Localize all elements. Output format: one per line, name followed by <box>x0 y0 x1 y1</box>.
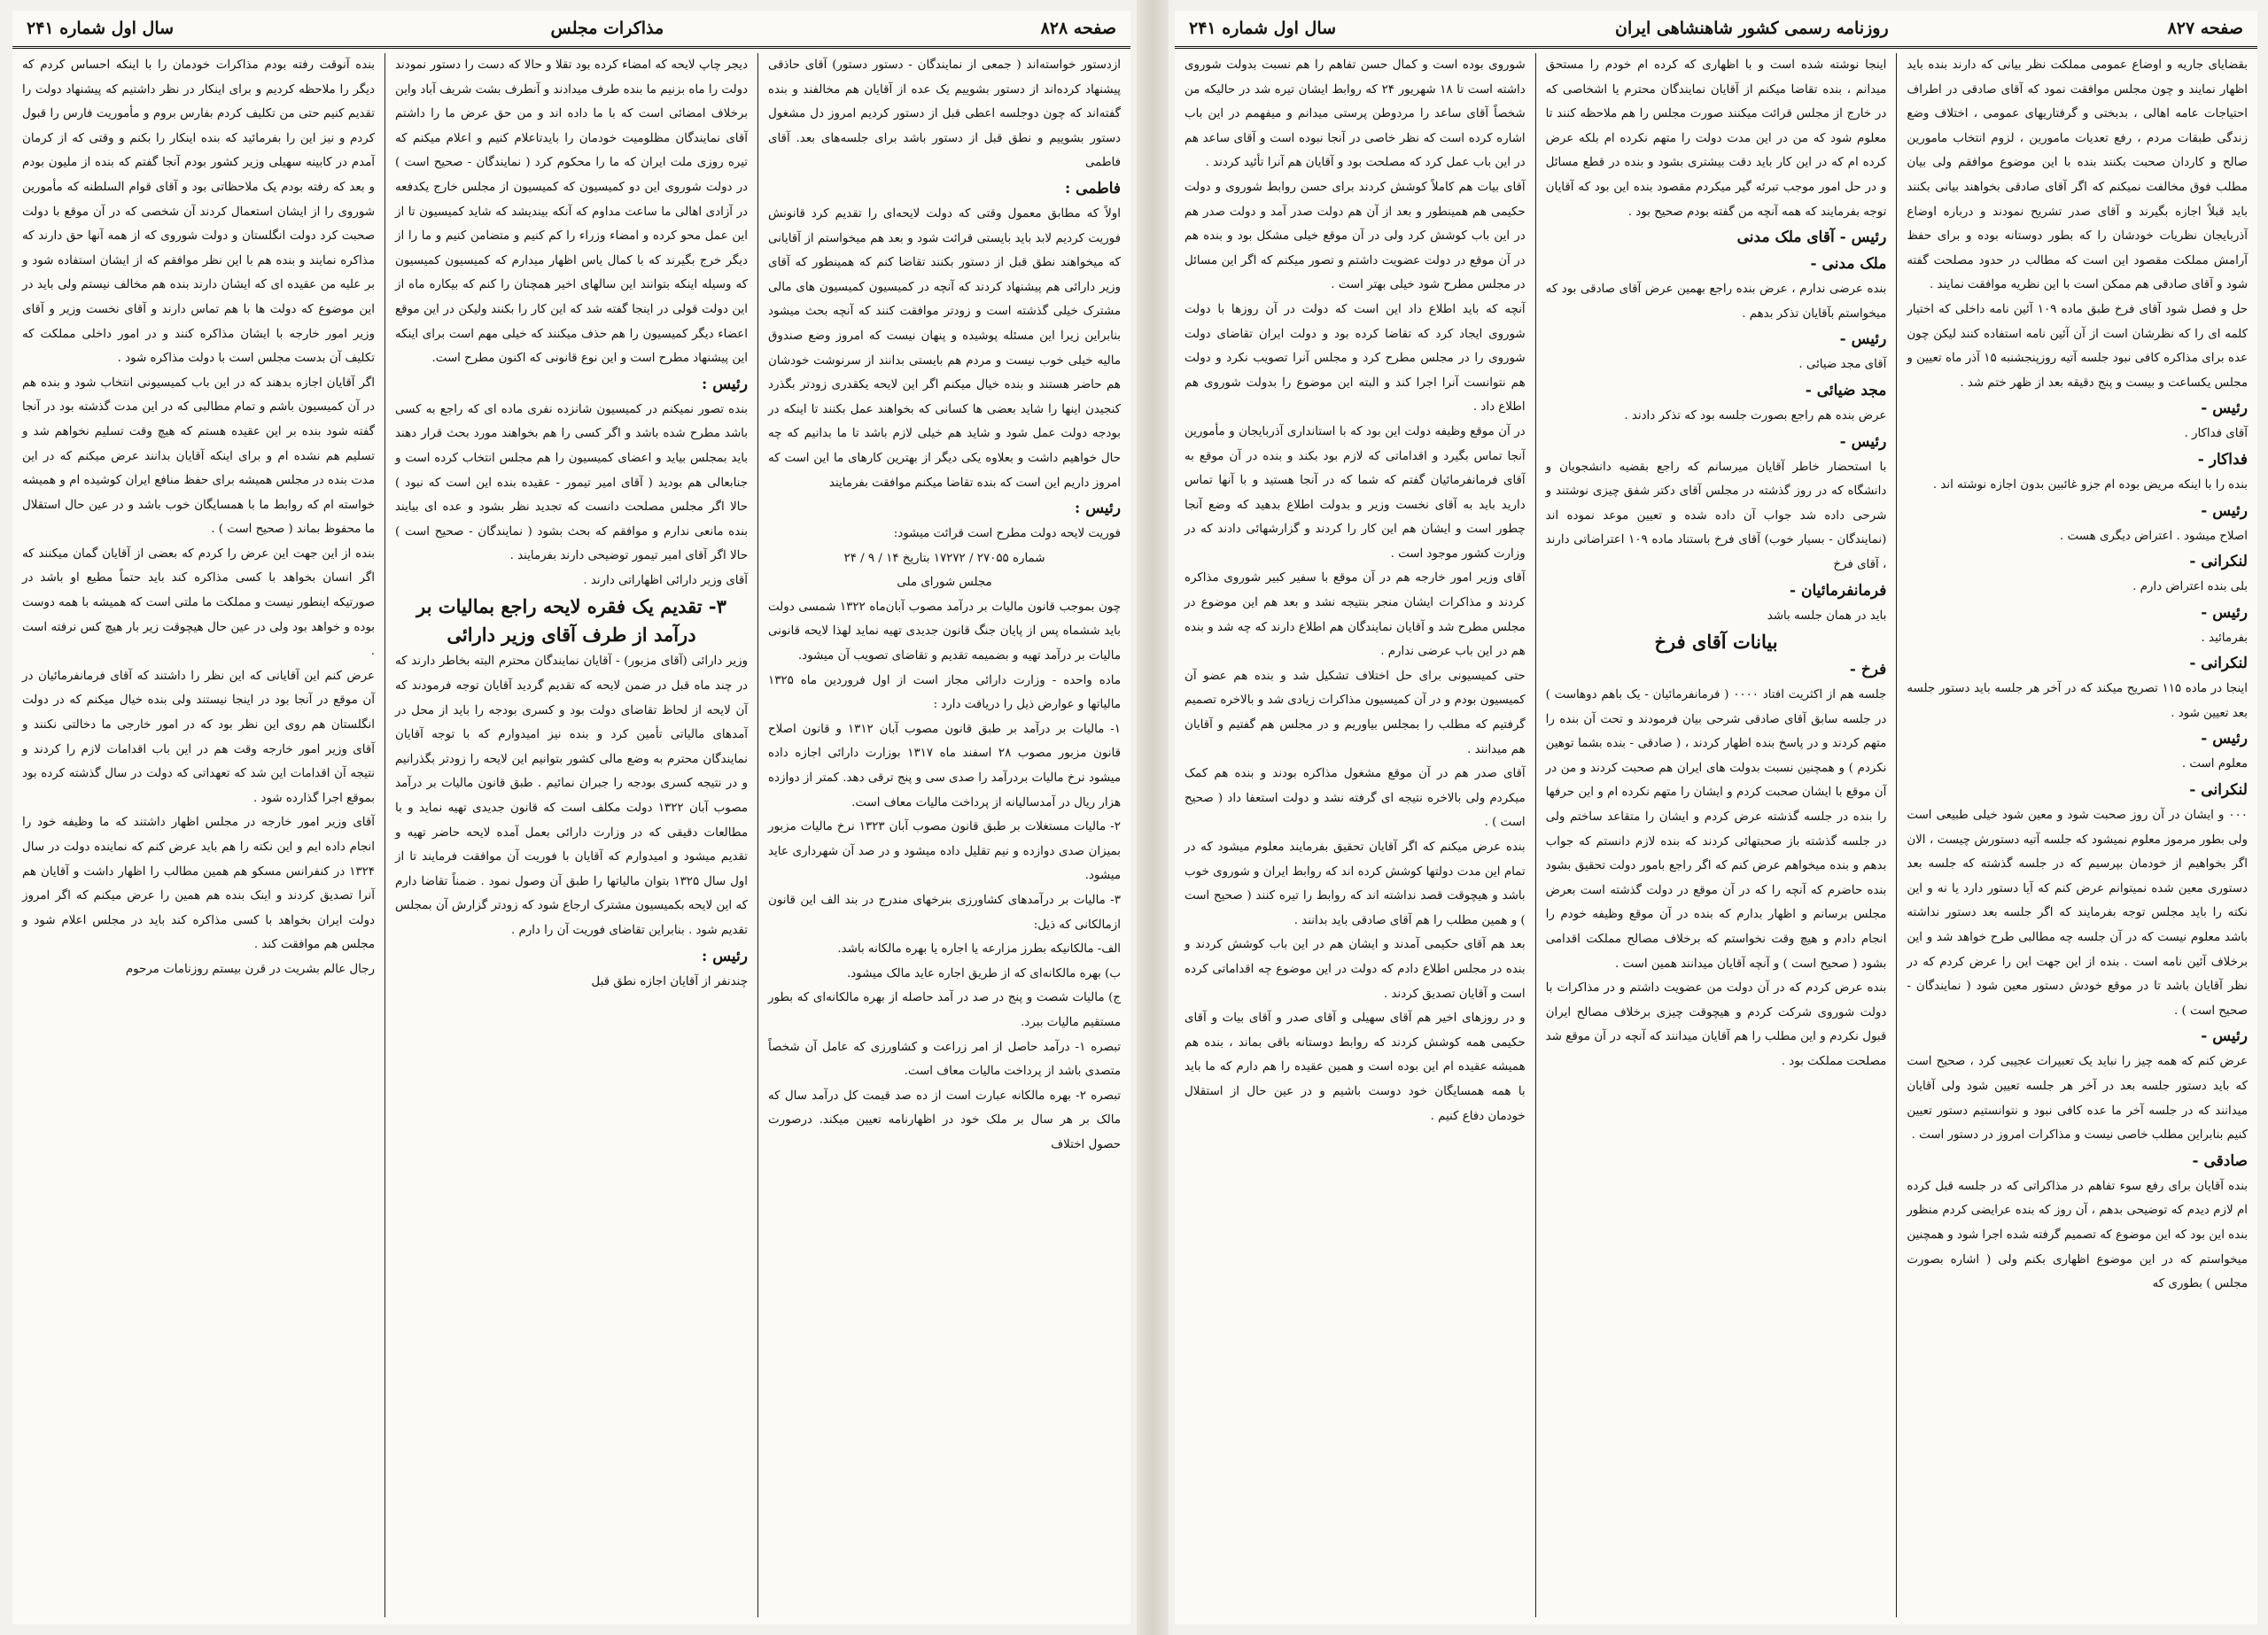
speaker-name: رئیس - <box>2201 603 2248 622</box>
speaker-name: رئیس - <box>2201 730 2248 748</box>
paragraph: بنده از این جهت این عرض را کردم که بعضی از آقایان گمان میکنند که اگر انسان بخواهد با کسی مذاکره کند باید حتماً مطیع او باشد در صورتیکه اینطور نیست و مملکت ما ملتی است که همیشه با همه دوست بوده و خواهد بود ولی در عین حال هیچوقت زیر بار هیچ کس نرفته است . <box>22 546 375 659</box>
paragraph: آقای مجد ضیائی . <box>1798 358 1887 372</box>
header-page-number: صفحه ۸۲۸ <box>1040 19 1116 38</box>
paragraph: اولاً که مطابق معمول وقتی که دولت لایحه‌ای را تقدیم کرد قانونش فوریت کردیم لابد باید بایستی قرائت شود و بعد هم میخواستم از آقایانی که میخواهند نطق قبل از دستور بکنند تقاضا کنم که همینطور که آقای وزیر دارائی هم پیشنهاد کردند که آنچه در کمیسیون کمیسیون های مالی مشترک خیلی گذشته است و زودتر موافقت کنند که آنچه بحث میشود بنابراین زیرا این مسئله پوشیده و پنهان نیست که امروز وضع صندوق مالیه خیلی خوب نیست و مردم هم بایستی بدانند از سرنوشت خودشان هم حاضر هستند و بنده خیال میکنم اگر این لایحه یکقدری زودتر بگذرد کنجیدن اینها را شاید بعضی ها کسانی که بخواهند عمل بکنند تا اینکه در بودجه دولت عمل شود و شاید هم خیلی لازم باشد تا ما بدانیم که چه حال خواهیم داشت و بعلاوه یکی دیگر از بهترین کارهای ما این است که امروز داریم این است که بنده تقاضا میکنم موافقت بفرمایند <box>768 206 1121 490</box>
paragraph: ازدستور خواسته‌اند ( جمعی از نمایندگان - دستور دستور) آقای حاذقی پیشنهاد کرده‌اند از دستور بشوییم یک عده از آقایان هم مخالفند و بنده گفته‌اند که چون دوجلسه اعطی قبل از دستور کردیم امروز دل مشغول دستور بشوییم و نطق قبل از دستور باشد برای جلسه‌های بعد. آقای فاطمی <box>768 58 1121 170</box>
paragraph: آقای وزیر امور خارجه هم در آن موقع با سفیر کبیر شوروی مذاکره کردند و مذاکرات ایشان منجر بنتیجه نشد و بعد هم این موضوع در مجلس مطرح شد و آقایان نمایندگان هم اطلاع دارند که چه شد و بنده هم در این باب عرضی ندارم . <box>1184 571 1526 659</box>
header-title: مذاکرات مجلس <box>550 19 664 38</box>
paragraph: رجال عالم بشریت در قرن بیستم روزنامات مرحوم <box>125 962 375 976</box>
speaker-name: فرخ - <box>1849 661 1887 679</box>
paragraph: اینجا نوشته شده است و با اظهاری که کرده ام خودم را مستحق میدانم ، بنده تقاضا میکنم از آقایان نمایندگان محترم یا اشخاصی که در خارج از مجلس قرائت میکنند صورت مجلس را هم ملاحظه کنند تا معلوم شود که من در این مدت دولت را متهم نکرده ام بلکه عرض کرده ام که در این کار باید دقت بیشتری بشود و بنده در قطع مسائل و در حل امور موجب تبرئه گیر میکردم مقصود بنده این بود که آقایان توجه بفرمایند که همه آنچه من گفته بودم صحیح بود . <box>1545 58 1887 219</box>
speaker-name: فرمانفرمائیان - <box>1790 581 1887 600</box>
speaker-name: لنکرانی - <box>2189 553 2248 571</box>
column <box>1896 53 2257 1617</box>
paragraph: بنده عرضی ندارم ، عرض بنده راجع بهمین عرض آقای صادقی بود که میخواستم بآقایان تذکر بدهم . <box>1545 283 1887 321</box>
section-heading: ۳- تقدیم یک فقره لایحه راجع بمالیات بر درآمد از طرف آقای وزیر دارائی <box>416 595 726 647</box>
paragraph: بنده آنوقت رفته بودم مذاکرات خودمان را با اینکه احساس کردم که دیگر را ملاحظه کردیم و برای اینکار در نظر داشتیم که پیشنهاد دولت را تقدیم کنیم حتی من تکلیف کردم بفارس بروم و مأموریت فارس را قبول کردم و نیز این را بفرمائید که بنده اینکار را بکنم و وقتی که از کرمان آمدم در کابینه سهیلی وزیر کشور بودم آنجا گفتم که بنده از ملیون بودم و بعد که رفته بودم یک ملاحظاتی بود و آقای قوام السلطنه که مأمورین شوروی را از ایشان استعمال کردند آن شخصی که در آن موقع با دولت صحبت کرد دولت انگلستان و دولت شوروی که از همه آنها حق دارند که مذاکره نمایند و بنده هم با این نظر موافقم که از ایشان استفاده شود و بر علیه من عقیده ای که ایشان دارند بنده هم مخالف نیستم ولی باید در این موضوع که دولت ها با هم تماس دارند و آقای نخست وزیر و آقای وزیر امور خارجه با ایشان مذاکره کنند و در امور داخلی مملکت که تکلیف آن بدست مجلس است با دولت مذاکره شود . <box>22 58 375 366</box>
column <box>757 53 1130 1617</box>
paragraph: و در روزهای اخیر هم آقای سهیلی و آقای صدر و آقای بیات و آقای حکیمی همه کوشش کردند که روابط دوستانه باقی بماند ، بنده هم همیشه عقیده ام این بوده است و همین عقیده را هم دارم که ما باید با همه همسایگان خود دوست باشیم و در عین حال از استقلال خودمان دفاع کنیم . <box>1184 1011 1526 1123</box>
paragraph: اگر آقایان اجازه بدهند که در این باب کمیسیونی انتخاب شود و بنده هم در آن کمیسیون باشم و تمام مطالبی که در این مدت گذشته بود در آنجا گفته شود بنده بر این عقیده هستم که هیچ وقت تسلیم نخواهم شد و تسلیم هم نشده ام و برای اینکه آقایان بدانند عرض میکنم که در این مدت بنده در مجلس همیشه برای حفظ منافع ایران کوشیده ام و همیشه خواسته ام که روابط ما با همسایگان خوب باشد و در عین حال استقلال ما محفوظ بماند ( صحیح است ) . <box>22 376 375 537</box>
speaker-name: رئیس - <box>2201 1027 2248 1046</box>
speaker-name: لنکرانی - <box>2189 655 2248 673</box>
speaker-name: صادقی - <box>2192 1151 2248 1170</box>
paragraph: حتی کمیسیونی برای حل اختلاف تشکیل شد و بنده هم عضو آن کمیسیون بودم و در آن کمیسیون مذاکرات زیادی شد و بالاخره تصمیم گرفتیم که مطلب را بمجلس بیاوریم و در مجلس هم گفتیم و آقایان هم میدانند . <box>1184 669 1526 756</box>
paragraph: اصلاح میشود . اعتراض دیگری هست . <box>2060 529 2248 543</box>
paragraph: بفرمائید . <box>2201 631 2248 645</box>
page-gutter <box>1137 0 1169 1635</box>
paragraph: ماده واحده - وزارت دارائی مجاز است از اول فروردین ماه ۱۳۲۵ مالیاتها و عوارض ذیل را دریافت دارد : <box>768 673 1121 712</box>
speaker-name: رئیس - <box>2201 501 2248 520</box>
paragraph: ۲- مالیات مستغلات بر طبق قانون مصوب آبان ۱۳۲۳ نرخ مالیات مزبور بمیزان صدی دوازده و نیم تقلیل داده میشود و در صد آن شهرداری عاید میشود. <box>768 820 1121 883</box>
paragraph: آقای وزیر دارائی اظهاراتی دارند . <box>583 573 748 587</box>
speaker-name: رئیس - آقای ملک مدنی <box>1736 229 1887 247</box>
column <box>1535 53 1897 1617</box>
paragraph: عرض کنم این آقایانی که این نظر را داشتند که آقای فرمانفرمائیان در آن موقع در آنجا بود در اینجا نیستند ولی بنده خیال میکنم که در دولت انگلستان هم روی این نظر بود که در امور خارجی ما دخالتی نکنند و آقای وزیر امور خارجه وقت هم در این باب اقدامات لازم را کردند و نتیجه آن اقدامات این شد که تعهداتی که دولت در سال گذشته کرده بود بموقع اجرا گذارده شود . <box>22 669 375 805</box>
paragraph: حل و فصل شود آقای فرخ طبق ماده ۱۰۹ آئین نامه داخلی که اختیار کلمه ای را که نظرشان است از آن آئین نامه استفاده کنند لیکن چون عده برای مذاکره کافی نبود جلسه آتیه روزپنجشنبه ۱۵ آذر ماه تعیین و مجلس یکساعت و بیست و پنج دقیقه بعد از ظهر ختم شد . <box>1907 302 2249 390</box>
paragraph: آقای بیات هم کاملاً کوشش کردند برای حسن روابط شوروی و دولت حکیمی هم همینطور و بعد از آن هم دولت صدر آمد و دولت صدر هم در این باب کوشش کرد ولی در آن موقع خیلی مشکل بود و بنده هم در آن موقع در دولت عضویت داشتم و تصور میکنم که اگر این مسائل در مجلس مطرح شود خیلی بهتر است . <box>1184 180 1526 292</box>
speaker-name: فاطمی : <box>1064 179 1121 198</box>
paragraph: عرض کنم که همه چیز را نباید یک تعبیرات عجیبی کرد ، صحیح است که باید دستور جلسه بعد در آخر هر جلسه تعیین شود ولی آقایان میدانند که در جلسه آخر ما عده کافی نبود و نتوانستیم دستور تعیین کنیم بنابراین مطلب خاصی نیست و مذاکرات امروز در دستور است . <box>1907 1055 2248 1143</box>
paragraph: بنده را با اینکه مریض بوده ام جزو غائبین بدون اجازه نوشته اند . <box>1932 477 2248 492</box>
paragraph: چندنفر از آقایان اجازه نطق قبل <box>591 974 748 988</box>
paragraph: عرض بنده هم راجع بصورت جلسه بود که تذکر دادند . <box>1624 408 1887 422</box>
header-issue: سال اول شماره ۲۴۱ <box>27 19 175 38</box>
paragraph: وزیر دارائی (آقای مزبور) - آقایان نمایندگان محترم البته بخاطر دارند که در چند ماه قبل در ضمن لایحه که تقدیم گردید آقایان توجه فرمودند که آن لایحه از لحاظ تقاضای دولت بود و کسری بودجه را باید از محل در آمدهای مالیاتی تأمین کرد و بنده نیز امیدوارم که با توجه آقایان نمایندگان محترم به وضع مالی کشور بتوانیم این لایحه را زودتر بگذرانیم و در نتیجه کسری بودجه را جبران نمائیم . طبق قانون مالیات بر درآمد مصوب آبان ۱۳۲۲ دولت مکلف است که قانون جدیدی تهیه نماید و با مطالعات دقیقی که در وزارت دارائی بعمل آمده لایحه حاضر تهیه و تقدیم میشود و امیدوارم که آقایان با فوریت آن موافقت فرمایند تا از اول سال ۱۳۲۵ بتوان مالیاتها را طبق آن وصول نمود . ضمناً تقاضا دارم که این لایحه بکمیسیون مشترک ارجاع شود که زودتر گزارش آن بمجلس تقدیم شود . بنابراین تقاضای فوریت آن را دارم . <box>395 655 748 937</box>
header-page-number: صفحه ۸۲۷ <box>2167 19 2243 38</box>
speaker-name: رئیس - <box>2201 399 2248 418</box>
left-page <box>12 11 1130 1624</box>
paragraph: ۱- مالیات بر درآمد بر طبق قانون مصوب آبان ۱۳۱۲ و قانون اصلاح قانون مزبور مصوب ۲۸ اسفند ماه ۱۳۱۷ بوزارت دارائی اجازه داده میشود نرخ مالیات بردرآمد را صدی سی و پنج ترقی دهد. کمتر از دوازده هزار ریال در آمدسالیانه از پرداخت مالیات معاف است. <box>768 722 1121 810</box>
paragraph: باید در همان جلسه باشد <box>1767 608 1887 623</box>
paragraph: با استحضار خاطر آقایان میرسانم که راجع بقضیه دانشجویان و دانشگاه که در روز گذشته در مجلس آقای دکتر شفق چیزی نوشتند و شرحی داده شد جواب آن داده شده و تعیین موعد نموده اند (نمایندگان - بسیار خوب) آقای فرخ باستناد ماده ۱۰۹ اعتراضاتی دارند ، آقای فرخ <box>1545 460 1887 571</box>
paragraph: ج) مالیات شصت و پنج در صد در آمد حاصله از بهره مالکانه‌ای که بطور مستقیم مالیات ببرد. <box>768 991 1121 1029</box>
speaker-name: رئیس : <box>702 375 748 393</box>
paragraph: بقضایای جاریه و اوضاع عمومی مملکت نظر بیانی که دارند بنده باید اظهار نمایند و چون مجلس موافقت نمود که آقای صادقی در اطراف احتیاجات عامه اهالی ، بدبختی و گرفتاریهای عمومی ، اختلاف وضع زندگی طبقات مردم ، رفع تعدیات مامورین ، لزوم انتخاب مامورین صالح و کاردان صحبت بکنند بنده با این موضوع موافقم ولی بیان مطلب فوق مخالفت نمیکنم که اگر آقای صادقی بخواهند بیانی بکنند باید قبلاً اجازه بگیرند و آقای صدر تشریح نمودند و درباره اوضاع آذربایجان نظریات خودشان را که بطور دوستانه بوده و برای حفظ آرامش مملکت مقصود این است که مطالب در حدود مصلحت گفته شود و آقای صادقی هم ممکن است با این نظریه موافقت نمایند . <box>1907 58 2248 292</box>
speaker-name: ملک مدنی - <box>1810 255 1887 274</box>
running-header <box>12 11 1130 46</box>
paragraph: بنده عرض میکنم که اگر آقایان تحقیق بفرمایند معلوم میشود که در تمام این مدت دولتها کوشش کرده اند که روابط ایران و شوروی خوب باشد و هیچوقت قصد نداشته اند که روابط را تیره کنند ( صحیح است ) و همین مطلب را هم آقای صادقی باید بدانند . <box>1184 841 1526 927</box>
speaker-name: رئیس : <box>1075 500 1121 518</box>
header-title: روزنامه رسمی کشور شاهنشاهی ایران <box>1614 19 1889 38</box>
paragraph: آقای فداکار . <box>2184 427 2248 441</box>
paragraph: ۳- مالیات بر درآمدهای کشاورزی بنرخهای مندرج در بند الف این قانون ازمالکانی که ذیل: <box>768 894 1121 932</box>
paragraph: چون بموجب قانون مالیات بر درآمد مصوب آبان‌ماه ۱۳۲۲ شمسی دولت باید ششماه پس از پایان جنگ قانون جدیدی تهیه نماید لهذا لایحه قانونی مالیات بر درآمد تهیه و بضمیمه تقدیم و تقاضای تصویب آن میشود. <box>768 600 1121 663</box>
speaker-name: رئیس : <box>702 947 748 965</box>
paragraph: در آن موقع وظیفه دولت این بود که با استانداری آذربایجان و مأمورین آنجا تماس بگیرد و اقداماتی که لازم بود بکند و بنده در آن موقع به آقای فرمانفرمائیان گفتم که شما که در آنجا هستید و با آنها تماس دارید باید به آقای نخست وزیر و بدولت اطلاع بدهید که وضع آنجا چطور است و ایشان هم این کار را کردند و گزارشهائی دادند که در وزارت کشور موجود است . <box>1184 424 1526 561</box>
paragraph: بلی بنده اعتراض دارم . <box>2132 580 2248 594</box>
paragraph: آقای وزیر امور خارجه در مجلس اظهار داشتند که ما وظیفه خود را انجام داده ایم و این نکته را هم باید عرض کنم که نماینده دولت در سال ۱۳۲۴ در کنفرانس مسکو هم همین مطالب را اظهار داشت و آقایان هم آنرا تصدیق کردند و اینک بنده هم همین را عرض میکنم که اگر امروز دولت ایران بخواهد با کسی مذاکره کند باید در مجلس اعلام شود و مجلس هم موافقت کند . <box>22 816 375 952</box>
paragraph: ۰۰۰ و ایشان در آن روز صحبت شود و معین شود خیلی طبیعی است ولی بطور مرموز معلوم نمیشود که جلسه آتیه دستورش چیست ، الان اگر بخواهیم از خودمان بپرسیم که در جلسه گذشته که جلسه بعد دستوری معین شده نمیتوانم عرض کنم که آیا دستور دارد یا نه و این نکته را باید مجلس توجه بفرمایند که اگر جلسه بعد دستور نداشته باشد معلوم نیست که در آن جلسه چه مطالبی طرح خواهد شد و این برخلاف آئین نامه است . بنده از این جهت این را عرض کردم که در نظر آقایان باشد تا در موقع خودش دستور معین شود ( نمایندگان - صحیح است ) . <box>1907 809 2248 1018</box>
paragraph: تبصره ۲- بهره مالکانه عبارت است از ده صد قیمت کل درآمد سال که مالک بر هر سال بر ملک خود در اظهارنامه تعیین میکند. درصورت حصول اختلاف <box>768 1089 1121 1151</box>
paragraph: جلسه هم از اکثریت افتاد ۰۰۰۰ ( فرمانفرمائیان - یک باهم دوهاست ) در جلسه سابق آقای صادقی شرحی بیان فرمودند و تحت آن بنده را متهم کردند و در پاسخ بنده اظهار کردند ، ( صادقی - بنده بشما توهین نکردم ) و همچنین نسبت بدولت های ایران هم صحبت کردند و من در آن موقع با ایشان صحبت کردم و ایشان را متهم نکرده ام و این حرفها را بنده در جلسه گذشته عرض کردم و ایشان را متقاعد ساختم ولی در جلسه گذشته باز صحبتهائی کردند که بنده لازم دانستم که جواب بدهم و بنده میخواهم عرض کنم که اگر راجع بامور دولت تحقیق بشود بنده حاضرم که آنچه را که در آن موقع در دولت گذشته است بعرض مجلس برسانم و اظهار بدارم که بنده در آن موقع وظیفه خودم را انجام دادم و هیچ وقت نخواستم که برخلاف مصالح مملکت اقدامی بشود ( صحیح است ) و آنچه آقایان میدانند همین است . <box>1545 688 1887 971</box>
header-rule <box>1175 46 2257 49</box>
header-rule <box>12 46 1130 49</box>
paragraph: ب) بهره مالکانه‌ای که از طریق اجاره عاید مالک میشود. <box>846 966 1121 980</box>
running-header <box>1175 11 2257 46</box>
speaker-name: فداکار - <box>2197 450 2248 469</box>
speaker-name: مجد ضیائی - <box>1805 381 1887 399</box>
speaker-name: رئیس - <box>1839 330 1887 349</box>
paragraph: مجلس شورای ملی <box>897 576 992 590</box>
speaker-name: رئیس - <box>1839 432 1887 451</box>
section-heading: بیانات آقای فرخ <box>1654 631 1778 654</box>
paragraph: الف- مالکانیکه بطرز مزارعه یا اجاره یا بهره مالکانه باشد. <box>837 942 1121 957</box>
speaker-name: لنکرانی - <box>2189 781 2248 800</box>
column <box>1175 53 1535 1617</box>
paragraph: آقای صدر هم در آن موقع مشغول مذاکره بودند و بنده هم کمک میکردم ولی بالاخره نتیجه ای گرفته نشد و دولت استعفا داد ( صحیح است ) . <box>1184 767 1526 830</box>
header-issue: سال اول شماره ۲۴۱ <box>1189 19 1337 38</box>
paragraph: آنچه که باید اطلاع داد این است که دولت در آن روزها با دولت شوروی ایجاد کرد که تقاضا کرده بود و دولت ایران تقاضای دولت شوروی را در مجلس مطرح کرد و مجلس آنرا تصویب نکرد و دولت هم نتوانست آنرا اجرا کند و البته این موضوع را بدولت شوروی هم اطلاع داد . <box>1184 302 1526 415</box>
paragraph: اینجا در ماده ۱۱۵ تصریح میکند که در آخر هر جلسه باید دستور جلسه بعد تعیین شود . <box>1907 682 2248 720</box>
paragraph: شماره ۲۷۰۵۵ / ۱۷۲۷۲ بتاریخ ۱۴ / ۹ / ۲۴ <box>843 551 1045 565</box>
paragraph: بنده آقایان برای رفع سوء تفاهم در مذاکراتی که در جلسه قبل کرده ام لازم دیدم که توضیحی بدهم ، آن روز که بنده عرایضی کردم منظور بنده این بود که این موضوع که تصمیم گرفته شده اجرا شود و همچنین میخواستم که در این موضوع اظهاری بکنم ولی ( اشاره بصورت مجلس ) بطوری که <box>1907 1179 2248 1291</box>
paragraph: بعد هم آقای حکیمی آمدند و ایشان هم در این باب کوشش کردند و بنده در مجلس اطلاع دادم که دولت در این موضوع چه اقداماتی کرده است و آقایان تصدیق کردند . <box>1184 938 1526 1001</box>
paragraph: دیجر چاپ لایحه که امضاء کرده بود تقلا و حالا که دست را دستور نمودند دولت را ماه بزنیم ما بنده طرف میدادند و آنطرف بشت شریف آباد واین برخلاف امضائی است که با ما داده اند و من حق عرض ما را داشتم آقای نمایندگان مظلومیت خودمان را بایدتاعلام کنیم و اعلام میکنم که تیره روزی ملت ایران که ما را محکوم کرد ( نمایندگان - صحیح است ) در دولت شوروی این دو کمیسیون که کمیسیون از مجلس خارج یکدفعه در آزادی اهالی ما ساعت مداوم که آنکه بیندیشد که شاید کمیسیون تا از این عمل محو کرده و امضاء وزراء را کم کنیم و متضامن کنیم و ما را از دیگر خرج بگیرند که با کمال یاس اظهار میدارم که کمیسیون کمیسیون که وسیله اینکه بتوانند این سالهای اخیر همچنان را کنم که بیکاره ماه از این دولت قولی در اینجا گفته شد که این کار را بکنند ولیکن در این موقع اعضاء دیگر کمیسیون را هم حذف میکنند که خیلی مهم است برای اینکه این پیشنهاد مطرح است و این نوع قانونی که اکنون مطرح است. <box>395 58 748 366</box>
paragraph: تبصره ۱- درآمد حاصل از امر زراعت و کشاورزی که عامل آن شخصاً متصدی باشد از پرداخت مالیات معاف است. <box>768 1040 1121 1079</box>
paragraph: بنده تصور نمیکنم در کمیسیون شانزده نفری ماده ای که راجع به کسی باشد مطرح شده باشد و اگر کسی را هم بخواهند مورد بحث قرار دهند باید بمجلس بیاید و اعضای کمیسیون را هم مجلس انتخاب کرده است و جنابعالی هم بودید ( آقای امیر تیمور - عقیده بنده این است که نبود ) حالا اگر مجلس مصلحت دانست که تجدید نظر بشود و عده ای بیایند بنده مانعی ندارم و موافقم که بحث بشود ( نمایندگان - صحیح است ) حالا اگر آقای امیر تیمور توضیحی دارند بفرمایند . <box>395 402 748 563</box>
paragraph: شوروی بوده است و کمال حسن تفاهم را هم نسبت بدولت شوروی داشته است تا ۱۸ شهریور ۲۴ که روابط ایشان تیره شد در حالیکه من شخصاً آقای ساعد را مردوطن پرستی میدانم و میفهمم در این باب اشاره کرده است که نظر خاصی در آنجا نبوده است و آقای ساعد هم در این باب عمل کرد که مصلحت بود و آقایان هم آنرا تأئید کردند . <box>1184 58 1526 170</box>
column <box>12 53 384 1617</box>
paragraph: فوریت لایحه دولت مطرح است قرائت میشود: <box>893 527 1121 541</box>
column <box>384 53 757 1617</box>
paragraph: بنده عرض کردم که در آن دولت من عضویت داشتم و در مذاکرات با دولت شوروی شرکت کردم و هیچوقت چیزی برخلاف مصالح ایران قبول نکردم و این مطلب را هم آقایان میدانند که آنچه در آن موقع شد مصلحت مملکت بود . <box>1545 981 1887 1068</box>
paragraph: معلوم است . <box>2181 757 2248 771</box>
right-page <box>1175 11 2257 1624</box>
